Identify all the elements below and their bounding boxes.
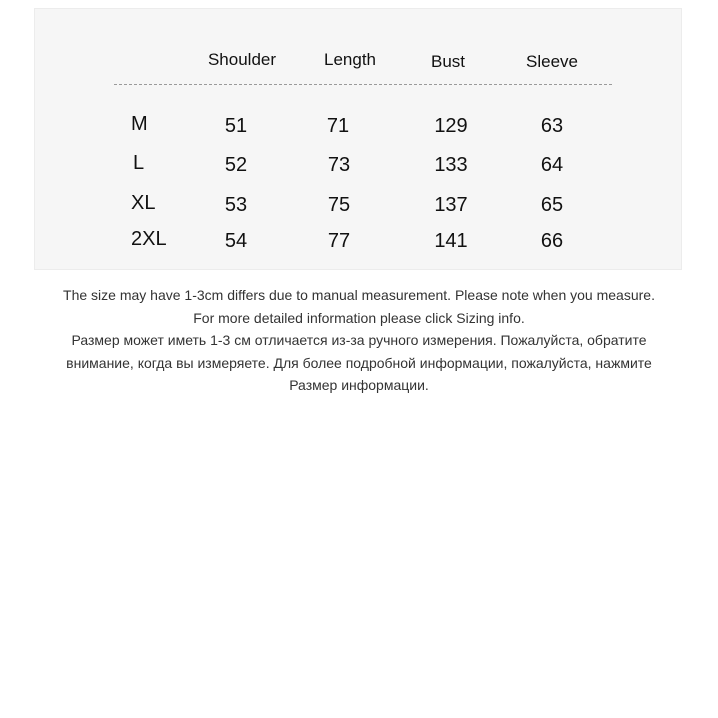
cell-l-bust: 133 <box>434 154 468 176</box>
cell-xl-length: 75 <box>327 194 351 216</box>
cell-m-bust: 129 <box>434 115 468 137</box>
size-label-l: L <box>133 152 145 174</box>
note-line-ru-1: Размер может иметь 1-3 см отличается из-за ручного измерения. Пожалуйста, обратите <box>71 332 647 348</box>
cell-2xl-length: 77 <box>327 230 351 252</box>
header-bust: Bust <box>430 52 466 71</box>
header-sleeve: Sleeve <box>526 52 578 71</box>
cell-xl-sleeve: 65 <box>540 194 564 216</box>
cell-m-sleeve: 63 <box>540 115 564 137</box>
size-label-xl: XL <box>131 192 156 214</box>
note-line-ru-2: внимание, когда вы измеряете. Для более подробной информации, пожалуйста, нажмите <box>66 354 652 371</box>
note-line-en-1: The size may have 1-3cm differs due to manual measurement. Please note when you measure. <box>63 287 655 303</box>
measurement-notes <box>0 284 718 397</box>
header-length: Length <box>324 50 376 69</box>
header-shoulder: Shoulder <box>207 50 277 69</box>
cell-m-length: 71 <box>326 115 350 137</box>
cell-l-sleeve: 64 <box>540 154 564 176</box>
cell-2xl-sleeve: 66 <box>540 230 564 252</box>
header-divider <box>114 84 612 85</box>
cell-2xl-shoulder: 54 <box>224 230 248 252</box>
note-line-ru-3: Размер информации. <box>289 377 429 393</box>
cell-xl-shoulder: 53 <box>224 194 248 216</box>
note-line-en-2: For more detailed information please click Sizing info. <box>193 309 525 326</box>
cell-xl-bust: 137 <box>434 194 468 216</box>
cell-m-shoulder: 51 <box>224 115 248 137</box>
cell-l-length: 73 <box>327 154 351 176</box>
size-label-2xl: 2XL <box>131 228 167 250</box>
size-label-m: M <box>131 113 148 135</box>
cell-l-shoulder: 52 <box>224 154 248 176</box>
cell-2xl-bust: 141 <box>434 230 468 252</box>
